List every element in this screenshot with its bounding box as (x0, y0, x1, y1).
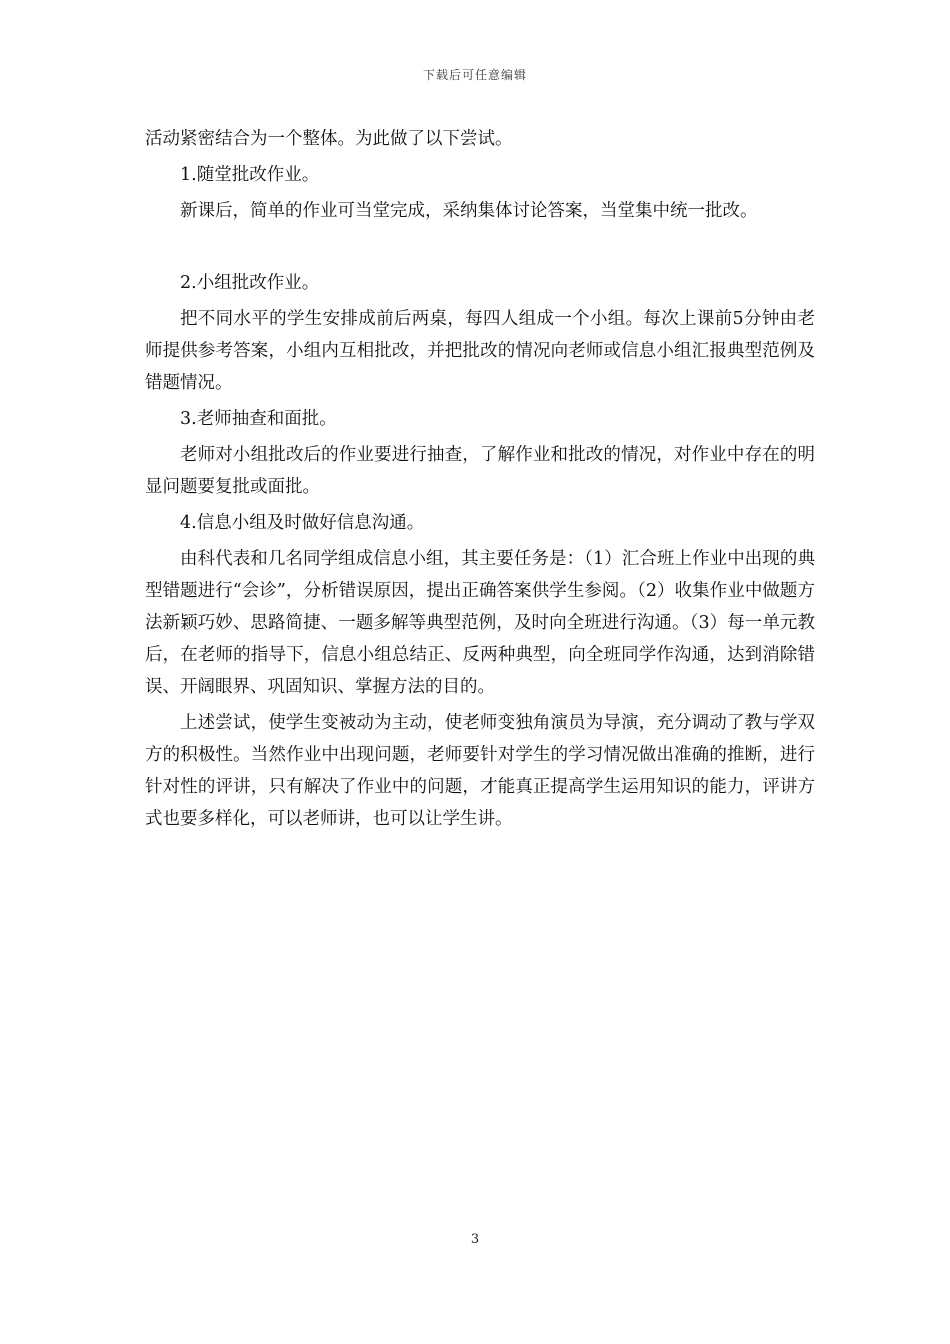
page-header: 下载后可任意编辑 (422, 68, 527, 82)
page-number: 3 (470, 1232, 480, 1247)
heading-item-2: 2.小组批改作业。 (180, 273, 320, 293)
paragraph-item-2: 把不同水平的学生安排成前后两桌，每四人组成一个小组。每次上课前5分钟由老师提供参考答案，小组内互相批改，并把批改的情况向老师或信息小组汇报典型范例及错题情况。 (145, 309, 815, 393)
document-body (145, 123, 815, 839)
paragraph-item-3: 老师对小组批改后的作业要进行抽查，了解作业和批改的情况，对作业中存在的明显问题要复批或面批。 (145, 445, 815, 497)
heading-item-1: 1.随堂批改作业。 (180, 165, 320, 185)
paragraph-summary: 上述尝试，使学生变被动为主动，使老师变独角演员为导演，充分调动了教与学双方的积极性。当然作业中出现问题，老师要针对学生的学习情况做出准确的推断，进行针对性的评讲，只有解决了作业中的问题，才能真正提高学生运用知识的能力，评讲方式也要多样化，可以老师讲，也可以让学生讲。 (145, 713, 815, 829)
heading-item-4: 4.信息小组及时做好信息沟通。 (180, 513, 425, 533)
paragraph-item-4: 由科代表和几名同学组成信息小组，其主要任务是：（1）汇合班上作业中出现的典型错题进行“会诊”，分析错误原因，提出正确答案供学生参阅。（2）收集作业中做题方法新颖巧妙、思路简捷、一题多解等典型范例，及时向全班进行沟通。（3）每一单元教后，在老师的指导下，信息小组总结正、反两种典型，向全班同学作沟通，达到消除错误、开阔眼界、巩固知识、掌握方法的目的。 (145, 549, 815, 697)
paragraph-item-1: 新课后，简单的作业可当堂完成，采纳集体讨论答案，当堂集中统一批改。 (180, 201, 758, 221)
heading-item-3: 3.老师抽查和面批。 (180, 409, 337, 429)
paragraph-continuation: 活动紧密结合为一个整体。为此做了以下尝试。 (145, 129, 513, 149)
